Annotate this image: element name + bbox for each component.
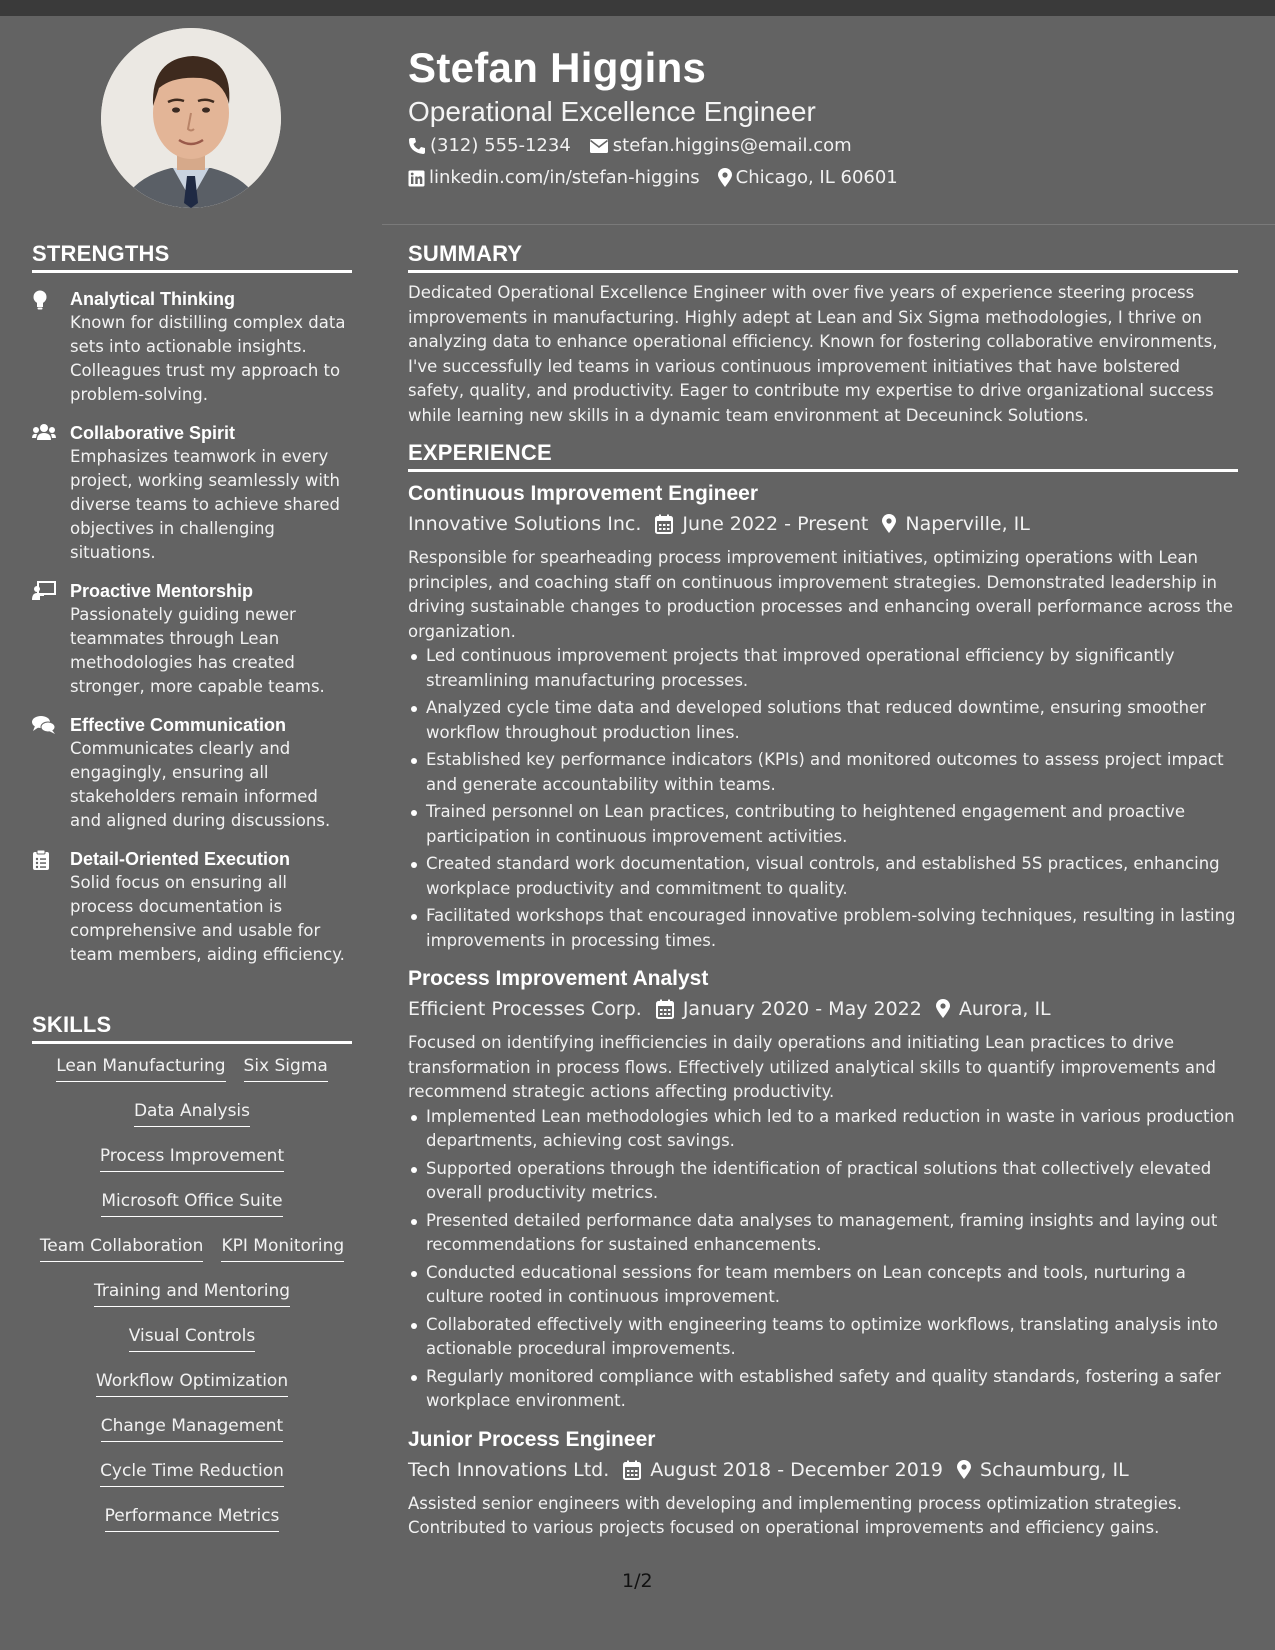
bullet-item: Established key performance indicators (KPIs) and monitored outcomes to assess project impact and generate accountability within teams. [426,748,1238,797]
map-marker-icon [882,514,896,534]
linkedin-link[interactable]: linkedin.com/in/stefan-higgins [429,167,700,188]
summary-heading: SUMMARY [408,241,1238,273]
bullet-item: Implemented Lean methodologies which led to a marked reduction in waste in various production departments, achieving cost savings. [426,1105,1238,1154]
skill-tag: Microsoft Office Suite [101,1189,282,1217]
contact-row [408,162,1248,194]
skill-tag: Data Analysis [134,1099,250,1127]
bullet-item: Led continuous improvement projects that improved operational efficiency by significantly streamlining manufacturing processes. [426,644,1238,693]
bullet-item: Conducted educational sessions for team members on Lean concepts and tools, nurturing a culture rooted in continuous improvement. [426,1261,1238,1310]
skills-section [32,1012,352,1549]
experience-heading: EXPERIENCE [408,440,1238,472]
skill-tag: Training and Mentoring [94,1279,290,1307]
top-bar [0,0,1275,16]
skill-tag: Workflow Optimization [96,1369,288,1397]
job-title: Process Improvement Analyst [408,967,709,990]
bullet-item: Regularly monitored compliance with established safety and quality standards, fostering a safer workplace environment. [426,1365,1238,1414]
chalkboard-teacher-icon [32,579,70,699]
strength-title: Detail-Oriented Execution [70,849,291,869]
strength-title: Proactive Mentorship [70,581,254,601]
header-divider [382,224,1275,225]
job-title: Continuous Improvement Engineer [408,482,759,505]
strength-item [32,579,352,699]
location-text: Chicago, IL 60601 [735,167,898,188]
phone-text[interactable]: (312) 555-1234 [430,135,571,156]
users-icon [32,421,70,565]
clipboard-list-icon [32,847,70,967]
map-marker-icon [936,999,950,1019]
strengths-heading: STRENGTHS [32,241,352,273]
job-dates: August 2018 - December 2019 [650,1458,944,1481]
skills-heading: SKILLS [32,1012,352,1044]
bullet-item: Presented detailed performance data analyses to management, framing insights and laying out recommendations for sustained enhancements. [426,1209,1238,1258]
strength-title: Effective Communication [70,715,287,735]
skill-tag: Process Improvement [100,1144,284,1172]
strength-description: Emphasizes teamwork in every project, working seamlessly with diverse teams to achieve shared objectives in challenging situations. [70,447,340,562]
strength-title: Analytical Thinking [70,289,236,309]
bullet-item: Collaborated effectively with engineering teams to optimize workflows, translating analysis into actionable procedural improvements. [426,1313,1238,1362]
skill-tag: Lean Manufacturing [56,1054,225,1082]
job-location: Aurora, IL [958,998,1051,1020]
skill-tag: Performance Metrics [105,1504,280,1532]
bullet-item: Facilitated workshops that encouraged innovative problem-solving techniques, resulting in lasting improvements in processing times. [426,904,1238,953]
job-location: Naperville, IL [905,513,1030,535]
main-content [408,241,1238,1553]
skill-tag: Visual Controls [129,1324,255,1352]
strength-description: Communicates clearly and engagingly, ensuring all stakeholders remain informed and aligned during discussions. [70,739,331,830]
job-company: Innovative Solutions Inc. [408,513,642,535]
calendar-icon [623,1460,641,1480]
summary-text: Dedicated Operational Excellence Engineer with over five years of experience steering process improvements in manufacturing. Highly adept at Lean and Six Sigma methodologies, I thrive on analyzing data to enhance operational efficiency. Known for fostering collaborative environments, I've successfully led teams in various continuous improvement initiatives that have bolstered safety, quality, and productivity. Eager to contribute my expertise to drive organizational success while learning new skills in a dynamic team environment at Deceuninck Solutions. [408,283,1218,425]
skills-list [32,1054,352,1549]
strength-description: Passionately guiding newer teammates through Lean methodologies has created stronger, more capable teams. [70,605,325,696]
skill-tag: Six Sigma [244,1054,328,1082]
job-entry [408,1426,1238,1541]
bullet-item: Analyzed cycle time data and developed solutions that reduced downtime, ensuring smoother workflow throughout production lines. [426,696,1238,745]
strength-item [32,421,352,565]
contact-row [408,130,1248,162]
job-bullets [408,644,1238,953]
strength-item [32,287,352,407]
bullet-item: Supported operations through the identification of practical solutions that collectively elevated overall productivity metrics. [426,1157,1238,1206]
job-meta [408,1454,1238,1486]
job-meta [408,508,1238,540]
envelope-icon [589,138,609,154]
job-description: Focused on identifying inefficiencies in daily operations and initiating Lean practices to drive transformation in process flows. Effectively utilized analytical skills to quantify improvements and recommend strategic actions affecting productivity. [408,1033,1216,1101]
job-description: Assisted senior engineers with developing and implementing process optimization strategies. Contributed to various projects focused on operational improvements and efficiency gains. [408,1493,1182,1537]
job-meta [408,993,1238,1025]
resume-header [408,42,1248,194]
strength-item [32,847,352,967]
job-entry [408,480,1238,953]
job-entry [408,965,1238,1414]
lightbulb-icon [32,287,70,407]
skill-tag: Cycle Time Reduction [100,1459,284,1487]
calendar-icon [656,999,674,1019]
strength-description: Known for distilling complex data sets into actionable insights. Colleagues trust my approach to problem-solving. [70,313,346,404]
strengths-section [32,241,352,967]
linkedin-icon [408,170,425,187]
job-dates: January 2020 - May 2022 [682,998,922,1020]
candidate-role: Operational Excellence Engineer [408,96,816,127]
strength-description: Solid focus on ensuring all process documentation is comprehensive and usable for team members, aiding efficiency. [70,873,345,964]
job-description: Responsible for spearheading process improvement initiatives, optimizing operations with Lean principles, and coaching staff on continuous improvement strategies. Demonstrated leadership in driving sustainable changes to production processes and enhancing overall performance across the organization. [408,548,1234,641]
email-link[interactable]: stefan.higgins@email.com [612,135,852,156]
bullet-item: Trained personnel on Lean practices, contributing to heightened engagement and proactive participation in continuous improvement activities. [426,800,1238,849]
strength-item [32,713,352,833]
map-marker-icon [718,168,732,188]
skill-tag: KPI Monitoring [221,1234,344,1262]
experience-section [408,440,1238,1541]
job-company: Efficient Processes Corp. [408,998,642,1020]
calendar-icon [655,514,673,534]
bullet-item: Created standard work documentation, visual controls, and established 5S practices, enhancing workplace productivity and commitment to quality. [426,852,1238,901]
job-location: Schaumburg, IL [980,1458,1129,1481]
job-company: Tech Innovations Ltd. [408,1458,610,1481]
skill-tag: Team Collaboration [40,1234,204,1262]
candidate-name: Stefan Higgins [408,44,707,91]
job-dates: June 2022 - Present [682,513,869,535]
strength-title: Collaborative Spirit [70,423,236,443]
profile-photo [101,28,281,208]
phone-icon [408,137,426,155]
job-title: Junior Process Engineer [408,1427,656,1451]
map-marker-icon [957,1460,971,1480]
page-indicator: 1/2 [622,1570,653,1592]
skill-tag: Change Management [101,1414,283,1442]
job-bullets [408,1105,1238,1414]
comments-icon [32,713,70,833]
